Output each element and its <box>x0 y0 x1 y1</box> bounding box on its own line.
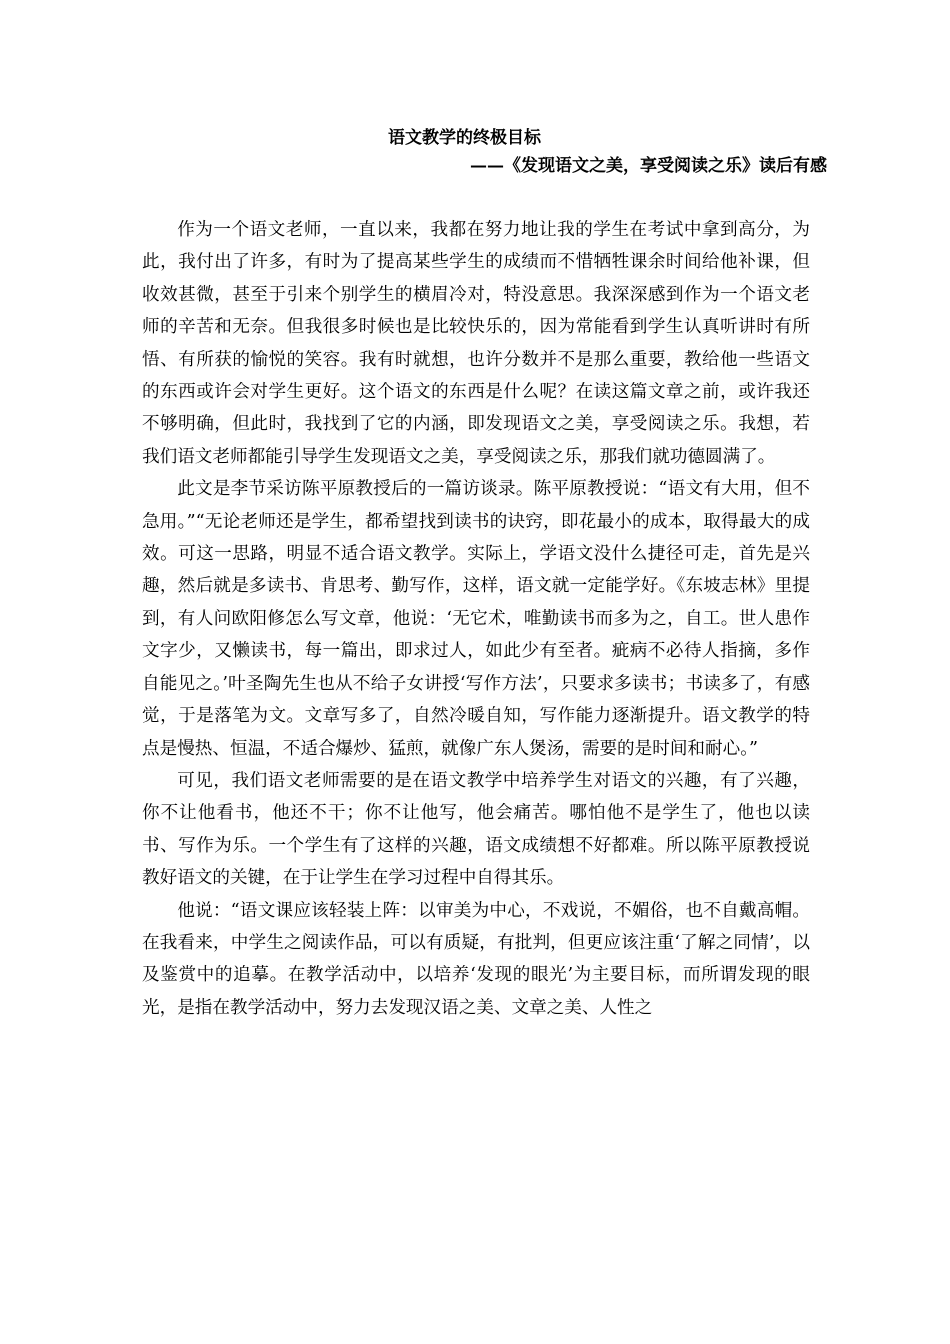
paragraph-1: 作为一个语文老师，一直以来，我都在努力地让我的学生在考试中拿到高分，为此，我付出了许多，有时为了提高某些学生的成绩而不惜牺牲课余时间给他补课，但收效甚微，甚至于引来个别学生的横眉冷对，特没意思。我深深感到作为一个语文老师的辛苦和无奈。但我很多时候也是比较快乐的，因为常能看到学生认真听讲时有所悟、有所获的愉悦的笑容。我有时就想，也许分数并不是那么重要，教给他一些语文的东西或许会对学生更好。这个语文的东西是什么呢？在读这篇文章之前，或许我还不够明确，但此时，我找到了它的内涵，即发现语文之美，享受阅读之乐。我想，若我们语文老师都能引导学生发现语文之美，享受阅读之乐，那我们就功德圆满了。 <box>142 220 810 467</box>
paragraph-4: 他说：“语文课应该轻装上阵：以审美为中心，不戏说，不媚俗，也不自戴高帽。在我看来，中学生之阅读作品，可以有质疑，有批判，但更应该注重‘了解之同情’，以及鉴赏中的追摹。在教学活动中，以培养‘发现的眼光’为主要目标，而所谓发现的眼光，是指在教学活动中，努力去发现汉语之美、文章之美、人性之 <box>142 900 810 1018</box>
paragraph-2: 此文是李节采访陈平原教授后的一篇访谈录。陈平原教授说：“语文有大用，但不急用。”“无论老师还是学生，都希望找到读书的诀窍，即花最小的成本，取得最大的成效。可这一思路，明显不适合语文教学。实际上，学语文没什么捷径可走，首先是兴趣，然后就是多读书、肯思考、勤写作，这样，语文就一定能学好。《东坡志林》里提到，有人问欧阳修怎么写文章，他说：‘无它术，唯勤读书而多为之，自工。世人患作文字少，又懒读书，每一篇出，即求过人，如此少有至者。疵病不必待人指摘，多作自能见之。’叶圣陶先生也从不给子女讲授‘写作方法’，只要求多读书；书读多了，有感觉，于是落笔为文。文章写多了，自然冷暖自知，写作能力逐渐提升。语文教学的特点是慢热、恒温，不适合爆炒、猛煎，就像广东人煲汤，需要的是时间和耐心。” <box>142 479 810 759</box>
document-body <box>142 214 810 1024</box>
document-title: 语文教学的终极目标 <box>388 128 541 148</box>
document-subtitle: ——《发现语文之美，享受阅读之乐》读后有感 <box>470 156 827 176</box>
paragraph-3: 可见，我们语文老师需要的是在语文教学中培养学生对语文的兴趣，有了兴趣，你不让他看书，他还不干；你不让他写，他会痛苦。哪怕他不是学生了，他也以读书、写作为乐。一个学生有了这样的兴趣，语文成绩想不好都难。所以陈平原教授说教好语文的关键，在于让学生在学习过程中自得其乐。 <box>142 770 810 889</box>
